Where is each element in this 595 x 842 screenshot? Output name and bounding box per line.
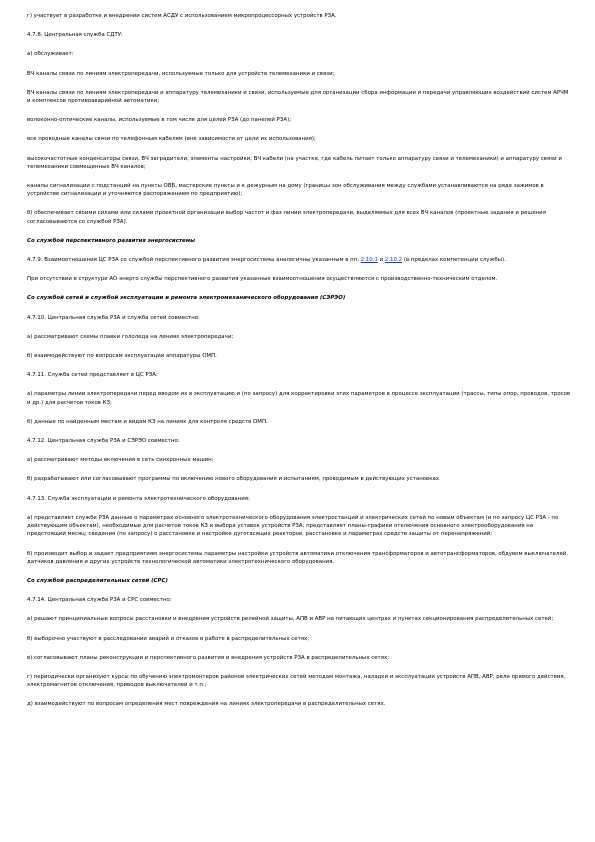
list-item: а) рассматривают методы включения в сеть синхронных машин; (27, 457, 214, 464)
section-heading-networks-service: Со службой сетей и службой эксплуатации и ремонта электромеханического оборудования (СЭРЭО) (27, 295, 346, 302)
list-item: д) взаимодействуют по вопросам определения мест повреждения на линиях электропередачи в распределительных сетях. (27, 701, 386, 708)
list-item: а) параметры линии электропередачи перед вводом их в эксплуатацию и (по запросу) для корректировки этих параметров в процессе эксплуатации (трассы, типы опор, проводов, тросов и др.) для расчетов токов КЗ; (27, 391, 571, 406)
section-4-7-9-tail: (в пределах компетенции службы). (402, 257, 506, 264)
list-item: а) обслуживает: (27, 51, 74, 58)
list-item: б) обеспечивает своими силами или силами проектной организации выбор частот и фаз линии электропередачи, выделяемых для всех ВЧ каналов (проектные задания и решения согласовываются со службой РЗА). (27, 210, 546, 225)
section-4-7-11: 4.7.11. Служба сетей представляет в ЦС РЗА: (27, 372, 158, 379)
section-4-7-9-conjunction: и (377, 257, 385, 264)
list-item: б) разрабатывают или согласовывают программы по включению нового оборудования и испытаниям, проводимым в действующих установках. (27, 476, 441, 483)
list-item: ВЧ каналы связи по линиям электропередачи и аппаратуру телемеханики и связи, используемые для организации сбора информации и передачи управляющих воздействий систем АРЧМ и комплексов противоаварийной автоматики; (27, 89, 569, 105)
section-heading-perspective-development: Со службой перспективного развития энергосистемы (27, 237, 196, 244)
section-4-7-9-text: 4.7.9. Взаимоотношения ЦС РЗА со службой перспективного развития энергосистемы аналогичны указанным в пп. (27, 257, 361, 264)
section-heading-distribution-networks: Со службой распределительных сетей (СРС) (27, 577, 168, 584)
list-item: а) рассматривают схемы плавки гололеда на линиях электропередачи; (27, 333, 234, 340)
document-page (27, 12, 572, 720)
section-4-7-8: 4.7.8. Центральная служба СДТУ: (27, 32, 123, 39)
list-item: ВЧ каналы связи по линиям электропередачи, используемые только для устройств телемеханики и связи; (27, 70, 335, 77)
list-item: г) периодически организуют курсы по обучению электромонтеров районов электрических сетей методам монтажа, наладки и эксплуатации устройств АПВ, АВР, реле прямого действия, электромагнитов отключения, приводов выключателей и т.п.; (27, 673, 566, 689)
section-4-7-14: 4.7.14. Центральная служба РЗА и СРС совместно: (27, 597, 172, 604)
list-item: б) данные по найденным местам и видам КЗ на линиях для контроля средств ОМП. (27, 418, 268, 425)
section-4-7-13: 4.7.13. Служба эксплуатации и ремонта электротехнического оборудования: (27, 495, 250, 502)
list-item: а) представляет службе РЗА данные о параметрах основного электротехнического оборудования электростанций и электрических сетей по новым объектам (и по запросу ЦС РЗА - по действующим объектам), необходимые для расчетов токов КЗ и выбора уставок устройств РЗА; представляет планы-графики отключения основного электрооборудования на предстоящий месяц; сведения (по запросу) о расстановке и настройке дугогасящих реакторов, расстановке и параметрах средств защиты от перенапряжений; (27, 514, 559, 538)
list-item: в) согласовывают планы реконструкции и перспективного развития и внедрения устройств РЗА в распределительных сетях; (27, 654, 389, 661)
list-item: высокочастотные конденсаторы связи, ВЧ заградители, элементы настройки, ВЧ кабели (на участке, где кабель питает только аппаратуру связи и телемеханики) и аппаратуру связи и телемеханики совмещенных ВЧ каналов; (27, 155, 562, 170)
list-item: каналы сигнализации с подстанций на пункты ОВБ, мастерские пункты и к дежурным на дому (границы зон обслуживания между службами устанавливаются на ряде зажимов в устройстве сигнализации и уточняются распоряжением по предприятию); (27, 183, 544, 198)
list-item: все проводные каналы связи по телефонным кабелям (вне зависимости от цели их использования); (27, 136, 316, 143)
paragraph-item-g: г) участвует в разработке и внедрении систем АСДУ с использованием микропроцессорных устройств РЗА. (27, 13, 337, 19)
section-4-7-10: 4.7.10. Центральная служба РЗА и служба сетей совместно: (27, 314, 200, 321)
section-4-7-9 (27, 256, 572, 264)
list-item: При отсутствии в структуре АО-энерго службы перспективного развития указанные взаимоотношения осуществляются с производственно-техническим отделом. (27, 276, 498, 283)
list-item: б) взаимодействуют по вопросам эксплуатации аппаратуры ОМП. (27, 353, 217, 360)
list-item: волоконно-оптические каналы, используемые в том числе для целей РЗА (до панелей РЗА); (27, 117, 292, 124)
reference-link-2-10-1[interactable]: 2.10.1 (360, 257, 378, 264)
list-item: б) производит выбор и задает предприятиям энергосистемы параметры настройки устройств автоматики отключения трансформаторов и автотрансформаторов, обдувом выключателей, датчиков давления и других устройств технологической автоматики электротехнического оборудования. (27, 550, 569, 565)
list-item: а) решают принципиальные вопросы расстановки и внедрения устройств релейной защиты, АПВ и АВР на питающих центрах и пунктах секционирования распределительных сетей; (27, 616, 554, 623)
reference-link-2-10-2[interactable]: 2.10.2 (384, 257, 403, 264)
list-item: б) выборочно участвуют в расследовании аварий и отказов в работе в распределительных сетях; (27, 635, 310, 642)
section-4-7-12: 4.7.12. Центральная служба РЗА и СЭРЭО совместно: (27, 438, 180, 445)
